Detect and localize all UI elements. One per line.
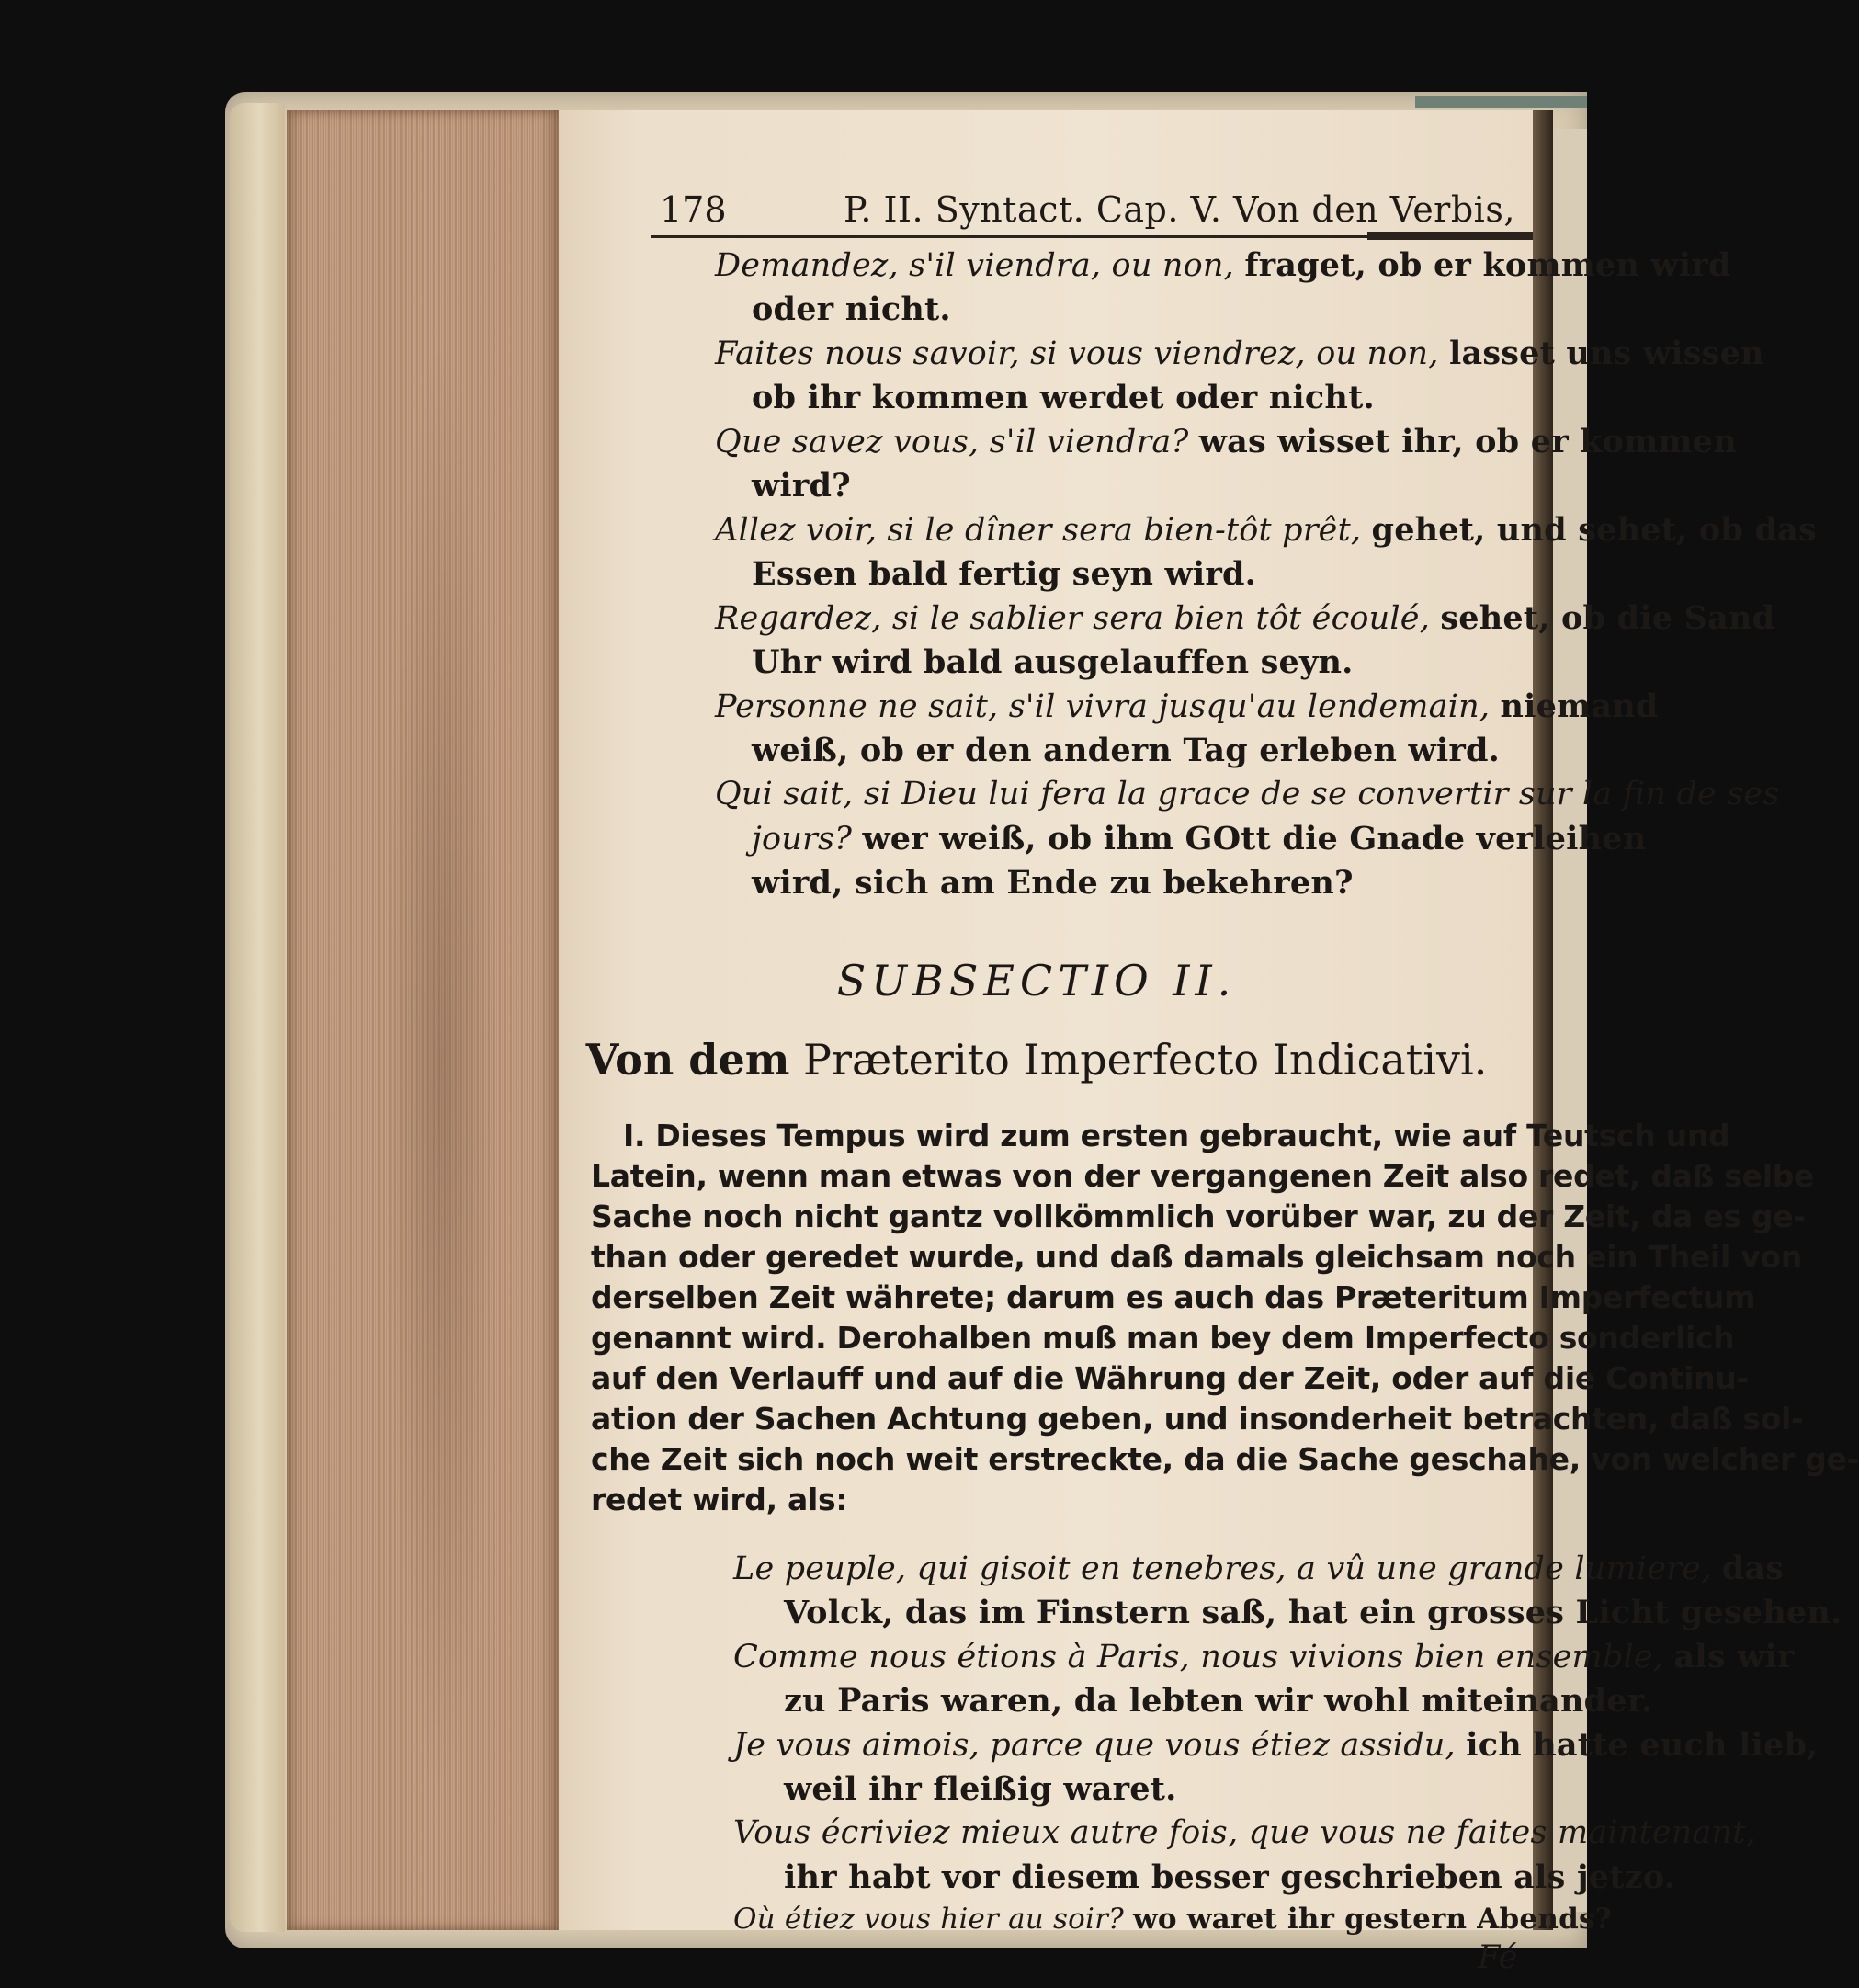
- example-line: [733, 1903, 1612, 1936]
- example-line: [752, 820, 1646, 858]
- page-stain: [386, 331, 496, 1801]
- paragraph-line: redet wird, als:: [591, 1482, 848, 1517]
- example-line: [715, 776, 1780, 812]
- header-rule-thick: [1367, 232, 1533, 240]
- example-line: [715, 599, 1774, 637]
- section-heading: [559, 1035, 1514, 1085]
- heading-german: Von dem: [585, 1035, 790, 1085]
- french-text: Faites nous savoir, si vous viendrez, ou non,: [715, 335, 1439, 372]
- example-cont: ihr habt vor diesem besser geschrieben als jetzo.: [784, 1858, 1676, 1896]
- running-title: P. II. Syntact. Cap. V. Von den Verbis,: [844, 189, 1515, 230]
- french-text: Allez voir, si le dîner sera bien-tôt prêt,: [715, 512, 1362, 549]
- heading-latin: Præterito Imperfecto Indicativi.: [803, 1035, 1488, 1085]
- paragraph-line: genannt wird. Derohalben muß man bey dem Imperfecto sonderlich: [591, 1320, 1735, 1356]
- example-line: [715, 423, 1737, 460]
- german-text: wo waret ihr gestern Abends?: [1132, 1903, 1612, 1936]
- example-cont: weiß, ob er den andern Tag erleben wird.: [752, 732, 1501, 769]
- cover-edge: [230, 103, 285, 1932]
- french-text: Le peuple, qui gisoit en tenebres, a vû une grande lumiere,: [733, 1551, 1712, 1587]
- french-text: Vous écriviez mieux autre fois, que vous ne faites maintenant,: [733, 1814, 1756, 1851]
- german-text: sehet, ob die Sand: [1440, 599, 1775, 637]
- german-text: lasset uns wissen: [1448, 335, 1764, 372]
- german-text: als wir: [1673, 1638, 1795, 1676]
- example-cont: Essen bald fertig seyn wird.: [752, 555, 1257, 593]
- spine-top: [1415, 96, 1587, 108]
- example-cont: Uhr wird bald ausgelauffen seyn.: [752, 643, 1354, 681]
- french-text: jours?: [752, 821, 853, 858]
- french-text: Que savez vous, s'il viendra?: [715, 424, 1189, 460]
- french-text: Je vous aimois, parce que vous étiez assidu,: [733, 1727, 1456, 1764]
- german-text: wer weiß, ob ihm GOtt die Gnade verleihen: [862, 820, 1647, 858]
- page-number: 178: [660, 189, 727, 230]
- page: [559, 110, 1859, 1976]
- french-text: Où étiez vous hier au soir?: [733, 1903, 1124, 1936]
- german-text: das: [1721, 1550, 1785, 1587]
- paragraph-line: auf den Verlauff und auf die Währung der Zeit, oder auf die Continu-: [591, 1360, 1749, 1396]
- example-cont: zu Paris waren, da lebten wir wohl miteinander.: [784, 1682, 1653, 1720]
- french-text: Personne ne sait, s'il vivra jusqu'au lendemain,: [715, 688, 1491, 725]
- catchword: Fé: [1478, 1939, 1518, 1976]
- subsection-title: SUBSECTIO II.: [836, 956, 1237, 1005]
- example-line: [715, 687, 1659, 725]
- example-line: [715, 246, 1731, 284]
- example-cont: ob ihr kommen werdet oder nicht.: [752, 379, 1375, 416]
- german-text: ich hatte euch lieb,: [1466, 1726, 1819, 1764]
- french-text: Regardez, si le sablier sera bien tôt écoulé,: [715, 600, 1431, 637]
- example-cont: wird?: [752, 467, 851, 505]
- example-cont: wird, sich am Ende zu bekehren?: [752, 864, 1354, 902]
- paragraph-line: ation der Sachen Achtung geben, und insonderheit betrachten, daß sol-: [591, 1401, 1804, 1437]
- french-text: Comme nous étions à Paris, nous vivions bien ensemble,: [733, 1639, 1664, 1676]
- german-text: fraget, ob er kommen wird: [1244, 246, 1731, 284]
- paragraph-line: Sache noch nicht gantz vollkömmlich vorüber war, zu der Zeit, da es ge-: [591, 1198, 1806, 1234]
- example-line: [733, 1814, 1756, 1851]
- example-line: [715, 511, 1817, 549]
- german-text: gehet, und sehet, ob das: [1371, 511, 1817, 549]
- example-line: [733, 1550, 1784, 1587]
- example-line: [733, 1726, 1819, 1764]
- example-cont: Volck, das im Finstern saß, hat ein grosses Licht gesehen.: [784, 1594, 1842, 1631]
- paragraph-line: derselben Zeit währete; darum es auch das Præteritum Imperfectum: [591, 1279, 1756, 1315]
- german-text: was wisset ihr, ob er kommen: [1198, 423, 1737, 460]
- paragraph-line: Latein, wenn man etwas von der vergangenen Zeit also redet, daß selbe: [591, 1158, 1815, 1194]
- example-line: [715, 335, 1764, 372]
- french-text: Qui sait, si Dieu lui fera la grace de se convertir sur la fin de ses: [715, 776, 1780, 812]
- example-cont: weil ihr fleißig waret.: [784, 1770, 1177, 1808]
- example-cont: oder nicht.: [752, 290, 951, 328]
- paragraph-line: than oder geredet wurde, und daß damals gleichsam noch ein Theil von: [591, 1239, 1802, 1275]
- french-text: Demandez, s'il viendra, ou non,: [715, 247, 1234, 284]
- example-line: [733, 1638, 1795, 1676]
- paragraph-line: I. Dieses Tempus wird zum ersten gebraucht, wie auf Teutsch und: [623, 1118, 1730, 1153]
- german-text: niemand: [1500, 687, 1659, 725]
- paragraph-line: che Zeit sich noch weit erstreckte, da die Sache geschahe, von welcher ge-: [591, 1441, 1859, 1477]
